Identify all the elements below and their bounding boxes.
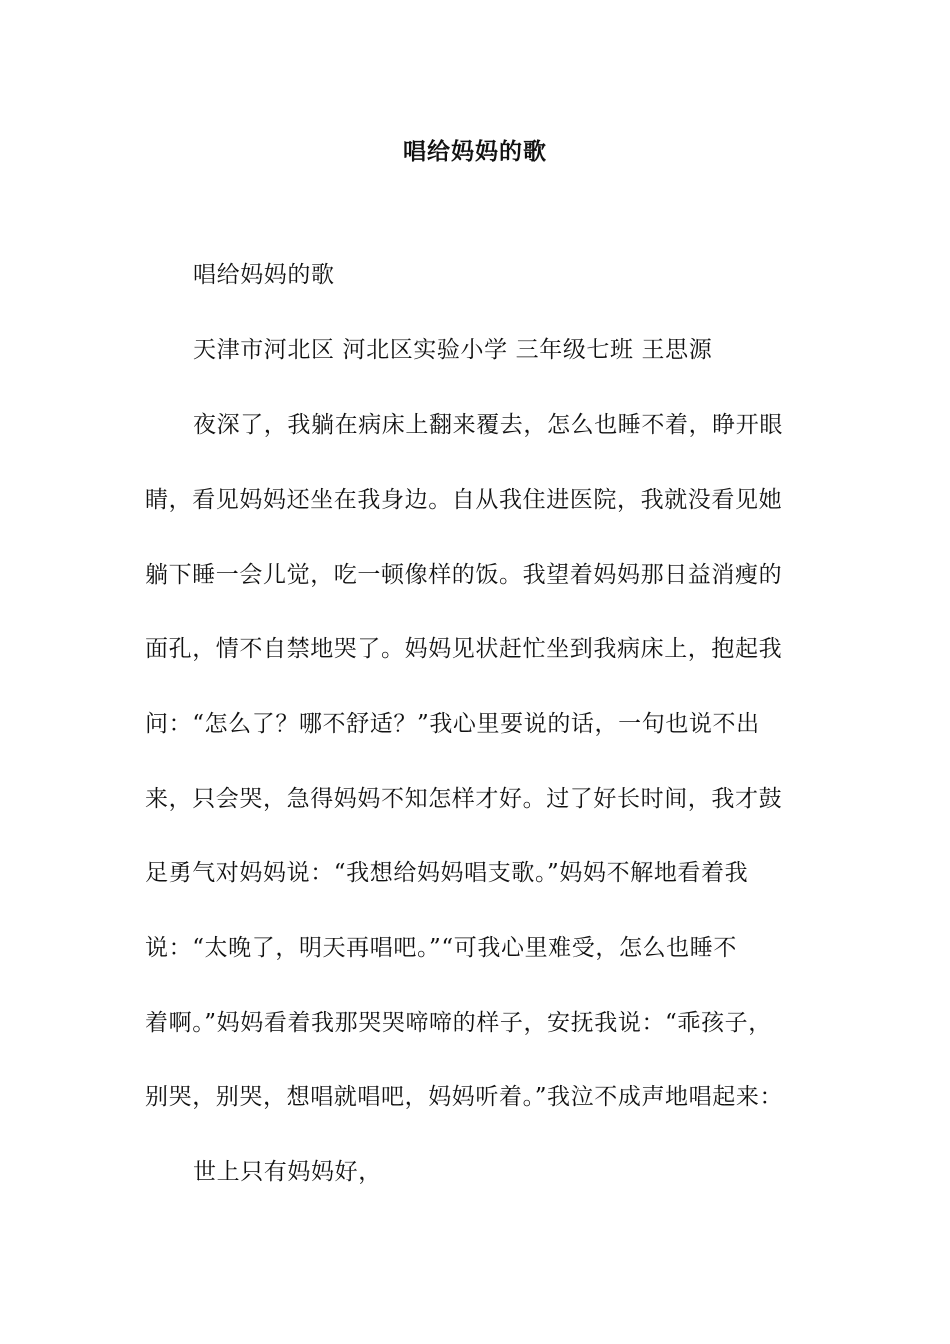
paragraph-line: 问：“怎么了？哪不舒适？”我心里要说的话，一句也说不出: [145, 711, 760, 737]
paragraph-line: 面孔，情不自禁地哭了。妈妈见状赶忙坐到我病床上，抱起我: [145, 636, 783, 662]
subtitle-line: 唱给妈妈的歌: [193, 262, 335, 288]
paragraph-line: 来，只会哭，急得妈妈不知怎样才好。过了好长时间，我才鼓: [145, 786, 783, 812]
song-line: 世上只有妈妈好，: [193, 1159, 382, 1185]
paragraph-line: 躺下睡一会儿觉，吃一顿像样的饭。我望着妈妈那日益消瘦的: [145, 562, 783, 588]
author-line: 天津市河北区 河北区实验小学 三年级七班 王思源: [193, 337, 713, 363]
paragraph-line: 说：“太晚了，明天再唱吧。”“可我心里难受，怎么也睡不: [145, 935, 737, 961]
paragraph-line: 夜深了，我躺在病床上翻来覆去，怎么也睡不着，睁开眼: [193, 412, 783, 438]
paragraph-line: 别哭，别哭，想唱就唱吧，妈妈听着。”我泣不成声地唱起来：: [145, 1084, 784, 1110]
document-title: 唱给妈妈的歌: [403, 138, 547, 165]
paragraph-line: 足勇气对妈妈说：“我想给妈妈唱支歌。”妈妈不解地看着我: [145, 860, 749, 886]
paragraph-line: 着啊。”妈妈看着我那哭哭啼啼的样子，安抚我说：“乖孩子，: [145, 1010, 772, 1036]
paragraph-line: 睛，看见妈妈还坐在我身边。自从我住进医院，我就没看见她: [145, 487, 783, 513]
